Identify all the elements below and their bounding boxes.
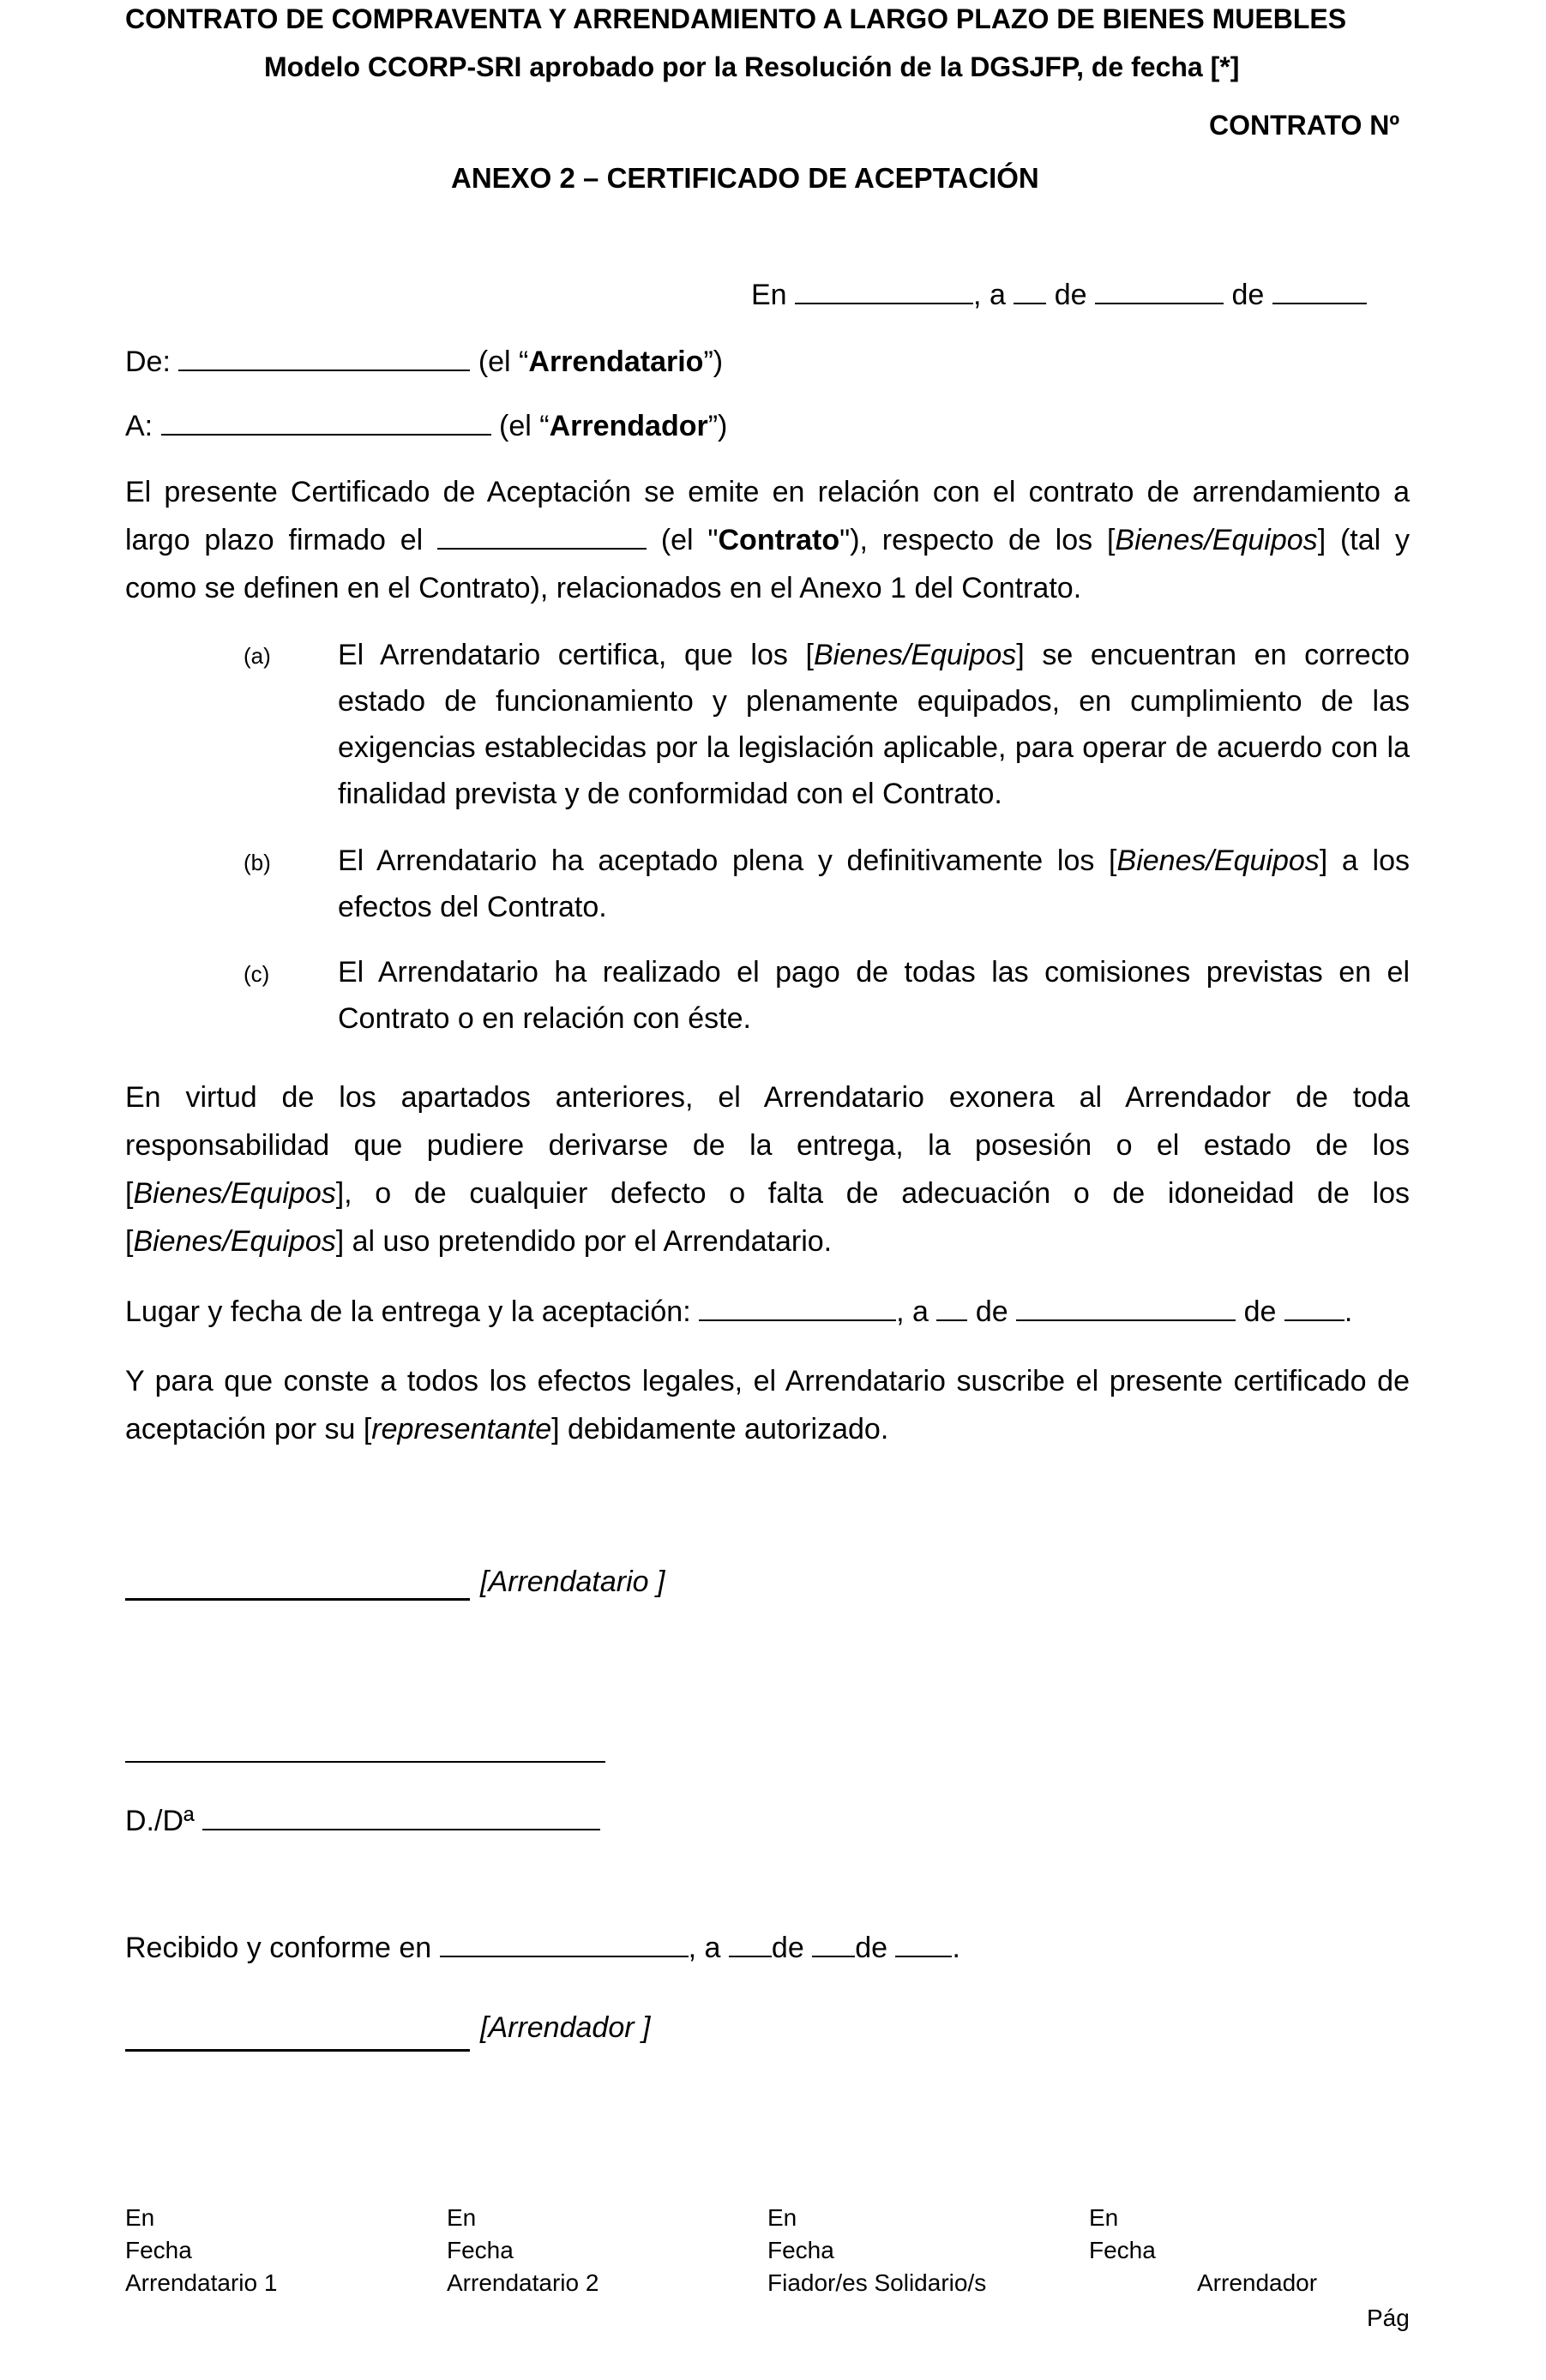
- footer-fecha: Fecha: [1089, 2237, 1156, 2263]
- arrendatario-signature-text: [Arrendatario ]: [480, 1566, 665, 1598]
- footer-fecha: Fecha: [447, 2237, 514, 2263]
- item-a-text: [338, 632, 1410, 817]
- item-a-label: (a): [244, 643, 271, 669]
- recibido-label: Recibido y conforme en: [125, 1932, 432, 1964]
- arrendador-signature-label: [480, 2011, 650, 2045]
- contract-number-label: CONTRATO Nº: [1209, 110, 1400, 141]
- recibido-de1: de: [771, 1932, 804, 1964]
- footer-en: En: [125, 2204, 155, 2231]
- footer-fecha: Fecha: [125, 2237, 192, 2263]
- document-header-model: Modelo CCORP-SRI aprobado por la Resolución de la DGSJFP, de fecha [*]: [264, 51, 1240, 82]
- arrendatario-signature-line[interactable]: [125, 1598, 470, 1601]
- arrendador-signature-text: [Arrendador ]: [480, 2011, 651, 2044]
- delivery-year-blank[interactable]: [1284, 1319, 1344, 1321]
- lugar-de1: de: [975, 1295, 1008, 1328]
- exoneration-paragraph: [125, 1073, 1410, 1265]
- day-blank[interactable]: [1014, 302, 1046, 304]
- place-date-en: En: [751, 279, 787, 311]
- intro-contrato: Contrato: [718, 524, 840, 556]
- footer-column-2: [447, 2202, 599, 2299]
- delivery-place-date-line: [125, 1288, 1352, 1336]
- received-line: [125, 1924, 960, 1972]
- delivery-day-blank[interactable]: [936, 1319, 967, 1321]
- place-date-de2: de: [1231, 279, 1265, 311]
- exonera-bienes-2: Bienes/Equipos: [133, 1225, 336, 1258]
- signing-date-blank[interactable]: [437, 547, 647, 550]
- footer-en: En: [1089, 2204, 1119, 2231]
- to-label: A:: [125, 410, 153, 442]
- item-c-text: [338, 949, 1410, 1042]
- item-a-text-1: El Arrendatario certifica, que los [: [338, 639, 814, 671]
- delivery-place-blank[interactable]: [699, 1319, 896, 1321]
- intro-bienes: Bienes/Equipos: [1115, 524, 1318, 556]
- intro-text-2: (el ": [660, 524, 719, 556]
- lugar-label: Lugar y fecha de la entrega y la aceptación:: [125, 1295, 691, 1328]
- footer-column-4: [1089, 2202, 1317, 2299]
- item-c-label: (c): [244, 961, 270, 987]
- intro-text-1: El presente Certificado de Aceptación se emite en relación con el contrato de arrendamiento a largo plazo firmado el: [125, 476, 1410, 556]
- recibido-a: , a: [688, 1932, 721, 1964]
- month-blank[interactable]: [1095, 302, 1224, 304]
- place-blank[interactable]: [795, 302, 973, 304]
- intro-text-4: ] (tal y como se definen en el Contrato), relacionados en el Anexo 1 del Contrato.: [125, 524, 1410, 604]
- footer-en: En: [447, 2204, 477, 2231]
- delivery-month-blank[interactable]: [1016, 1319, 1236, 1321]
- lugar-end: .: [1344, 1295, 1353, 1328]
- footer-column-1: [125, 2202, 277, 2299]
- signatory-signature-line[interactable]: [125, 1761, 605, 1763]
- intro-paragraph: [125, 468, 1410, 612]
- recibido-end: .: [952, 1932, 960, 1964]
- item-a-bienes: Bienes/Equipos: [813, 639, 1017, 671]
- signatory-name-line: [125, 1797, 600, 1845]
- footer-column-3: [767, 2202, 986, 2299]
- document-header-title: CONTRATO DE COMPRAVENTA Y ARRENDAMIENTO A LARGO PLAZO DE BIENES MUEBLES: [125, 3, 1347, 34]
- item-b-bienes: Bienes/Equipos: [1116, 844, 1320, 877]
- arrendador-signature-line[interactable]: [125, 2049, 470, 2052]
- year-blank[interactable]: [1272, 302, 1367, 304]
- exonera-text-2: ], o de cualquier defecto o falta de adecuación o de idoneidad de los [: [125, 1177, 1410, 1258]
- place-date-a: , a: [973, 279, 1006, 311]
- received-place-blank[interactable]: [440, 1955, 689, 1957]
- conste-text-2: ] debidamente autorizado.: [551, 1413, 889, 1445]
- from-role-pre: (el “: [478, 346, 529, 378]
- arrendatario-signature-label: [480, 1566, 665, 1599]
- from-label: De:: [125, 346, 171, 378]
- item-a-text-2: ] se encuentran en correcto estado de funcionamiento y plenamente equipados, en cumplimiento de las exigencias establecidas por la legislación aplicable, para operar de acuerdo con la finalidad prevista y de conformidad con el Contrato.: [338, 639, 1410, 810]
- exonera-text-3: ] al uso pretendido por el Arrendatario.: [335, 1225, 833, 1258]
- place-date-line: [751, 271, 1367, 319]
- to-blank[interactable]: [161, 433, 491, 436]
- closing-paragraph: [125, 1357, 1410, 1453]
- dd-label: D./Dª: [125, 1805, 195, 1837]
- exonera-bienes-1: Bienes/Equipos: [133, 1177, 336, 1210]
- from-line: [125, 338, 723, 386]
- place-date-de1: de: [1054, 279, 1087, 311]
- from-role-post: ”): [703, 346, 724, 378]
- footer-party: Arrendatario 2: [447, 2269, 599, 2296]
- footer-party: Arrendador: [1197, 2269, 1318, 2296]
- received-year-blank[interactable]: [895, 1955, 952, 1957]
- to-role-post: ”): [707, 410, 728, 442]
- item-b-text: [338, 838, 1410, 930]
- from-blank[interactable]: [178, 369, 470, 371]
- conste-text-1: Y para que conste a todos los efectos legales, el Arrendatario suscribe el presente certificado de aceptación por su [: [125, 1365, 1410, 1445]
- received-day-blank[interactable]: [729, 1955, 772, 1957]
- conste-representante: representante: [371, 1413, 552, 1445]
- item-b-text-1: El Arrendatario ha aceptado plena y definitivamente los [: [338, 844, 1117, 877]
- footer-en: En: [767, 2204, 797, 2231]
- page-number-label: Pág: [1367, 2305, 1410, 2331]
- annex-title: ANEXO 2 – CERTIFICADO DE ACEPTACIÓN: [451, 162, 1039, 194]
- intro-text-3: "), respecto de los [: [839, 524, 1116, 556]
- to-line: [125, 402, 727, 450]
- signatory-name-blank[interactable]: [202, 1828, 600, 1830]
- footer-fecha: Fecha: [767, 2237, 834, 2263]
- item-c-text-1: El Arrendatario ha realizado el pago de todas las comisiones previstas en el Contrato o en relación con éste.: [338, 956, 1410, 1035]
- footer-party: Arrendatario 1: [125, 2269, 278, 2296]
- from-role: Arrendatario: [528, 346, 704, 378]
- item-b-text-2: ] a los efectos del Contrato.: [338, 844, 1411, 923]
- to-role-pre: (el “: [499, 410, 550, 442]
- exonera-text-1: En virtud de los apartados anteriores, el Arrendatario exonera al Arrendador de toda responsabilidad que pudiere derivarse de la entrega, la posesión o el estado de los [: [125, 1081, 1410, 1210]
- lugar-de2: de: [1243, 1295, 1277, 1328]
- item-b-label: (b): [244, 850, 271, 875]
- received-month-blank[interactable]: [812, 1955, 855, 1957]
- recibido-de2: de: [855, 1932, 888, 1964]
- to-role: Arrendador: [549, 410, 708, 442]
- lugar-a: , a: [896, 1295, 929, 1328]
- footer-party: Fiador/es Solidario/s: [767, 2269, 987, 2296]
